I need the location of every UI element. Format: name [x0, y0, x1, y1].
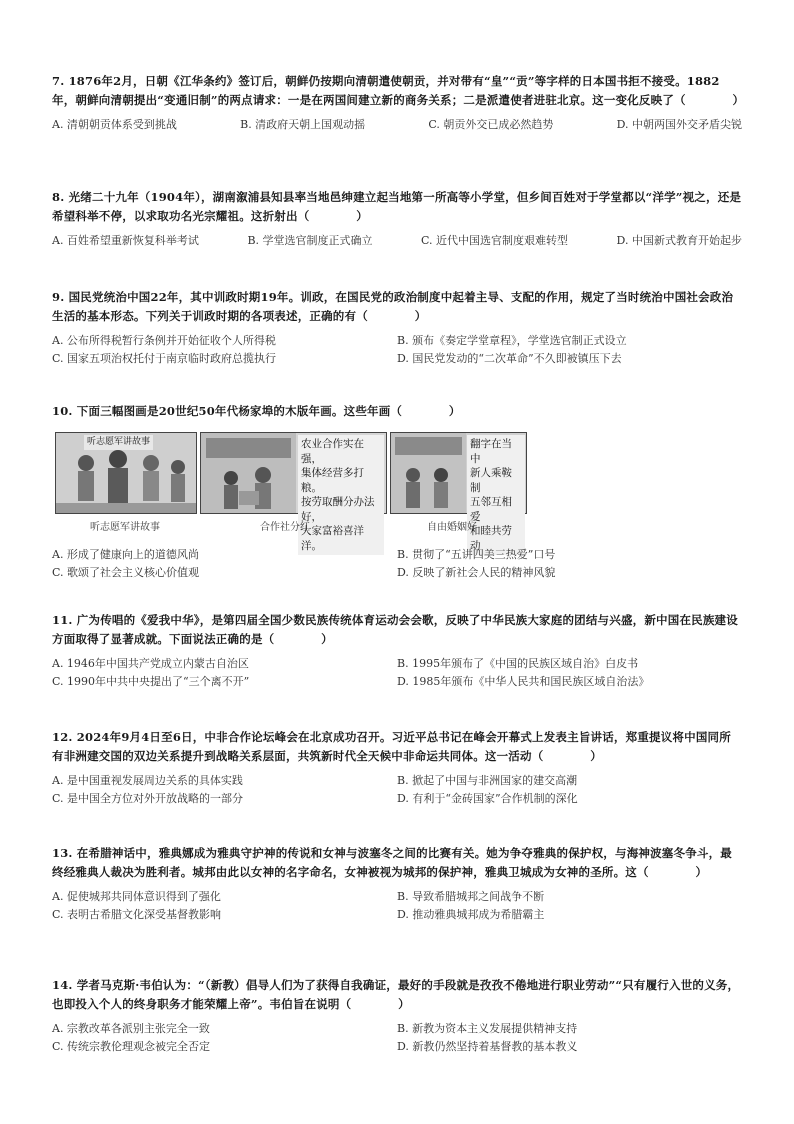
verse-line: 五邻互相爱 — [470, 496, 512, 523]
options — [52, 888, 742, 924]
option-c[interactable]: C. 传统宗教伦理观念被完全否定 — [52, 1040, 211, 1053]
option-b[interactable]: B. 贯彻了“五讲四美三热爱”口号 — [397, 548, 556, 561]
option-c[interactable]: C. 近代中国选官制度艰难转型 — [421, 234, 569, 247]
question-stem: 8. 光绪二十九年（1904年），湖南溆浦县知县率当地邑绅建立起当地第一所高等小学堂，但乡间百姓对于学堂都以“洋学”视之，还是希望科举不停，以求取功名光宗耀祖。这折射出（ ） — [52, 190, 742, 223]
options — [52, 1020, 742, 1056]
option-d[interactable]: D. 推动雅典城邦成为希腊霸主 — [397, 908, 545, 921]
option-d[interactable]: D. 中朝两国外交矛盾尖锐 — [616, 118, 742, 131]
question-14 — [52, 976, 742, 1056]
option-b[interactable]: B. 颁布《奏定学堂章程》，学堂选官制正式设立 — [397, 334, 627, 347]
option-c[interactable]: C. 国家五项治权托付于南京临时政府总揽执行 — [52, 352, 277, 365]
option-c[interactable]: C. 歌颂了社会主义核心价值观 — [52, 566, 200, 579]
verse-line: 集体经营多打粮。 — [301, 467, 364, 494]
question-stem: 7. 1876年2月，日朝《江华条约》签订后，朝鲜仍按期向清朝遣使朝贡，并对带有“皇”“贡”等字样的日本国书拒不接受。1882年，朝鲜向清朝提出“变通旧制”的两点请求：一是在两国间建立新的商务关系；二是派遣使者进驻北京。这一变化反映了（ ） — [52, 74, 745, 107]
verse-line: 按劳取酬分办法好， — [301, 496, 375, 523]
question-13 — [52, 844, 742, 924]
print-1-caption: 听志愿军讲故事 — [90, 522, 160, 533]
option-d[interactable]: D. 国民党发动的“二次革命”不久即被镇压下去 — [397, 352, 622, 365]
option-c[interactable]: C. 是中国全方位对外开放战略的一部分 — [52, 792, 244, 805]
question-stem: 13. 在希腊神话中，雅典娜成为雅典守护神的传说和女神与波塞冬之间的比赛有关。她为争夺雅典的保护权，与海神波塞冬争斗，最终经雅典人裁决为胜利者。城邦由此以女神的名字命名，女神被视为城邦的保护神，雅典卫城成为女神的圣所。这（ ） — [52, 846, 733, 879]
option-a[interactable]: A. 百姓希望重新恢复科举考试 — [52, 234, 199, 247]
option-a[interactable]: A. 1946年中国共产党成立内蒙古自治区 — [52, 657, 249, 670]
options — [52, 232, 742, 250]
question-9 — [52, 288, 742, 368]
print-2-verse — [298, 435, 384, 555]
question-stem: 11. 广为传唱的《爱我中华》，是第四届全国少数民族传统体育运动会会歌，反映了中华民族大家庭的团结与兴盛，新中国在民族建设方面取得了显著成就。下面说法正确的是（ ） — [52, 613, 738, 646]
print-2-caption: 合作社分红 — [260, 522, 310, 533]
option-a[interactable]: A. 公布所得税暂行条例并开始征收个人所得税 — [52, 334, 276, 347]
options — [52, 655, 742, 691]
option-c[interactable]: C. 1990年中共中央提出了“三个离不开” — [52, 675, 250, 688]
option-b[interactable]: B. 1995年颁布了《中国的民族区域自治》白皮书 — [397, 657, 639, 670]
woodblock-prints — [55, 432, 525, 552]
option-b[interactable]: B. 学堂选官制度正式确立 — [247, 234, 373, 247]
option-a[interactable]: A. 形成了健康向上的道德风尚 — [52, 548, 199, 561]
options — [52, 116, 742, 134]
option-d[interactable]: D. 反映了新社会人民的精神风貌 — [397, 566, 556, 579]
verse-line: 农业合作实在强， — [301, 438, 364, 465]
option-c[interactable]: C. 表明古希腊文化深受基督教影响 — [52, 908, 222, 921]
print-2-illustration — [201, 433, 296, 513]
question-8 — [52, 188, 742, 250]
option-a[interactable]: A. 是中国重视发展周边关系的具体实践 — [52, 774, 243, 787]
question-stem: 9. 国民党统治中国22年，其中训政时期19年。训政，在国民党的政治制度中起着主导、支配的作用，规定了当时统治中国社会政治生活的基本形态。下列关于训政时期的各项表述，正确的有（ ） — [52, 290, 734, 323]
question-stem: 14. 学者马克斯·韦伯认为：“（新教）倡导人们为了获得自我确证，最好的手段就是孜孜不倦地进行职业劳动”“只有履行入世的义务，也即投入个人的终身职务才能荣耀上帝”。韦伯旨在说明（ ） — [52, 978, 740, 1011]
question-7 — [52, 72, 745, 134]
option-a[interactable]: A. 清朝朝贡体系受到挑战 — [52, 118, 177, 131]
option-b[interactable]: B. 清政府天朝上国观动摇 — [240, 118, 366, 131]
option-d[interactable]: D. 新教仍然坚持着基督教的基本教义 — [397, 1040, 578, 1053]
print-3-illustration — [391, 433, 466, 513]
question-12 — [52, 728, 742, 808]
option-b[interactable]: B. 掀起了中国与非洲国家的建交高潮 — [397, 774, 578, 787]
print-1-banner: 听志愿军讲故事 — [84, 435, 153, 450]
option-a[interactable]: A. 宗教改革各派别主张完全一致 — [52, 1022, 210, 1035]
question-11 — [52, 611, 742, 691]
question-10 — [52, 402, 742, 421]
print-3-verse — [467, 435, 525, 555]
print-3-caption: 自由婚姻好 — [427, 522, 477, 533]
options — [52, 546, 742, 582]
option-b[interactable]: B. 新教为资本主义发展提供精神支持 — [397, 1022, 578, 1035]
option-a[interactable]: A. 促使城邦共同体意识得到了强化 — [52, 890, 221, 903]
option-c[interactable]: C. 朝贡外交已成必然趋势 — [428, 118, 554, 131]
option-b[interactable]: B. 导致希腊城邦之间战争不断 — [397, 890, 545, 903]
question-10-options — [52, 540, 742, 582]
print-image-1 — [55, 432, 197, 514]
option-d[interactable]: D. 中国新式教育开始起步 — [616, 234, 742, 247]
verse-line: 新人乘鞍制 — [470, 467, 512, 494]
verse-line: 翻字在当中 — [470, 438, 512, 465]
question-stem: 12. 2024年9月4日至6日，中非合作论坛峰会在北京成功召开。习近平总书记在峰会开幕式上发表主旨讲话，郑重提议将中国同所有非洲建交国的双边关系提升到战略关系层面，共筑新时代全天候中非命运共同体。这一活动（ ） — [52, 730, 731, 763]
verse-line: 和睦共劳动 — [470, 525, 512, 552]
options — [52, 332, 742, 368]
option-d[interactable]: D. 有利于“金砖国家”合作机制的深化 — [397, 792, 578, 805]
option-d[interactable]: D. 1985年颁布《中华人民共和国民族区域自治法》 — [397, 675, 650, 688]
question-stem: 10. 下面三幅图画是20世纪50年代杨家埠的木版年画。这些年画（ ） — [52, 404, 461, 418]
verse-line: 大家富裕喜洋洋。 — [301, 525, 364, 552]
options — [52, 772, 742, 808]
